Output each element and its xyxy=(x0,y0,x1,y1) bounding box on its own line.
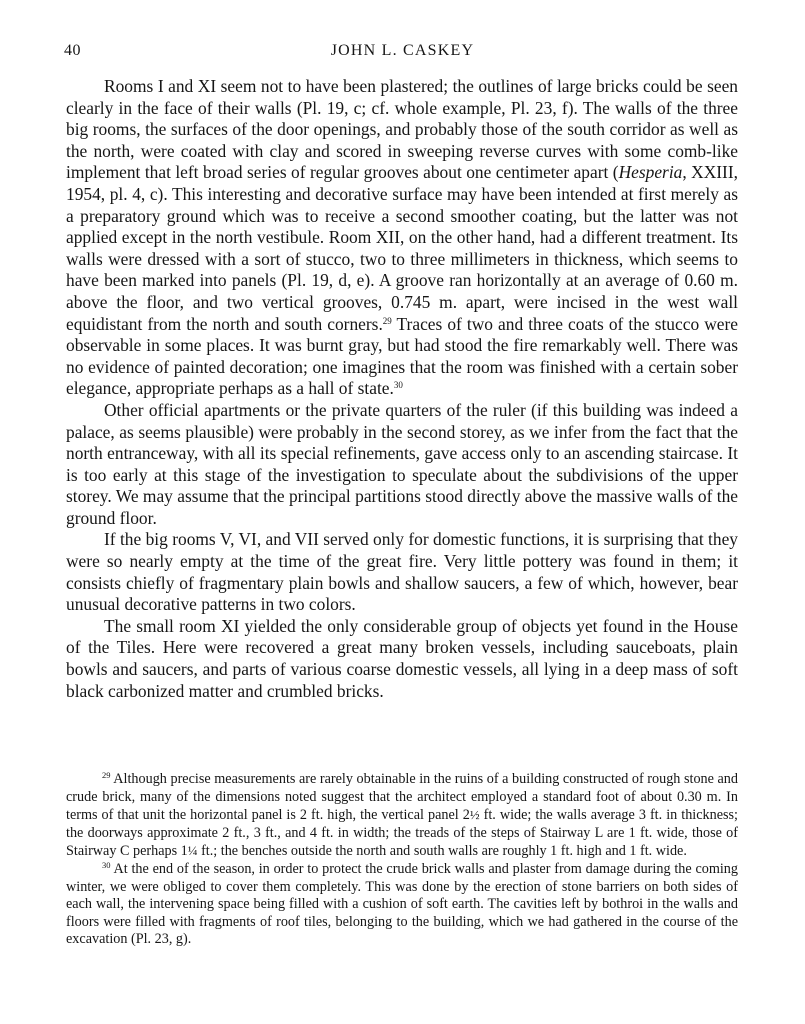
text-segment: ft.; the benches outside the north and south walls are roughly 1 ft. high and 1 ft. wide. xyxy=(197,843,687,860)
journal-title: Hesperia xyxy=(618,162,683,183)
page-header xyxy=(64,42,741,64)
running-head: JOHN L. CASKEY xyxy=(330,42,475,59)
paragraph-big-rooms: If the big rooms V, VI, and VII served only for domestic functions, it is surprising that they were so nearly empty at the time of the great fire. Very little pottery was found in them; it consists chiefly of fragmentary plain bowls and shallow saucers, a few of which, however, bear unusual decorative patterns in two colors. xyxy=(66,529,738,615)
text-segment: , XXIII, 1954, pl. 4, c). This interesting and decorative surface may have been intended at first merely as a preparatory ground which was to receive a second smoother coating, but the latter was not applied except in the north vestibule. Room XII, on the other hand, had a different treatment. Its walls were dressed with a sort of stucco, two to three millimeters in thickness, which seems to have been marked into panels (Pl. 19, d, e). A groove ran horizontally at an average of 0.60 m. above the floor, and two vertical grooves, 0.745 m. apart, were incised in the west wall equidistant from the north and south corners. xyxy=(66,162,738,334)
page-number: 40 xyxy=(64,42,81,59)
main-text xyxy=(66,76,738,702)
footnote-29 xyxy=(66,771,738,861)
paragraph-room-xi: The small room XI yielded the only considerable group of objects yet found in the House of the Tiles. Here were recovered a great many broken vessels, including sauceboats, plain bowls and saucers, and parts of various coarse domestic vessels, all lying in a deep mass of soft black carbonized matter and crumbled bricks. xyxy=(66,615,738,701)
paragraph-plaster-treatment xyxy=(66,76,738,400)
footnotes xyxy=(66,771,738,949)
footnote-marker: 30 xyxy=(102,859,111,870)
footnote-marker: 29 xyxy=(102,770,111,780)
footnote-reference: 29 xyxy=(382,315,392,326)
text-segment: ft. wide; the walls average 3 ft. in thickness; the doorways approximate 2 ft., 3 ft., and 4 ft. in width; the treads of the steps of Stairway L are 1 ft. wide, those of Stairway C perhaps 1 xyxy=(66,807,738,860)
text-segment: At the end of the season, in order to protect the crude brick walls and plaster from damage during the coming winter, we were obliged to cover them completely. This was done by the erection of stone barriers on both sides of each wall, the intervening space being filled with a cushion of soft earth. The cavities left by bothroi in the walls and floors were filled with fragments of roof tiles, belonging to the building, which we had gathered in the course of the excavation (Pl. 23, g). xyxy=(66,860,738,948)
text-segment: Although precise measurements are rarely obtainable in the ruins of a building constructed of rough stone and crude brick, many of the dimensions noted suggest that the architect employed a standard foot of about 0.30 m. In terms of that unit the horizontal panel is 2 ft. high, the vertical panel 2 xyxy=(66,771,738,824)
footnote-30 xyxy=(66,861,738,949)
paragraph-upper-storey: Other official apartments or the private quarters of the ruler (if this building was indeed a palace, as seems plausible) were probably in the second storey, as we infer from the fact that the north entranceway, with all its special refinements, gave access only to an ascending staircase. It is too early at this stage of the investigation to speculate about the subdivisions of the upper storey. We may assume that the principal partitions stood directly above the massive walls of the ground floor. xyxy=(66,399,738,528)
text-segment: Rooms I and XI seem not to have been plastered; the outlines of large bricks could be seen clearly in the face of their walls (Pl. 19, c; cf. whole example, Pl. 23, f). The walls of the three big rooms, the surfaces of the door openings, and probably those of the south corridor as well as the north, were coated with clay and scored in sweeping reverse curves with some comb-like implement that left broad series of regular grooves about one centimeter apart ( xyxy=(66,76,738,183)
text-segment: Traces of two and three coats of the stucco were observable in some places. It was burnt gray, but had stood the fire remarkably well. There was no evidence of painted decoration; one imagines that the room was finished with a certain sober elegance, appropriate perhaps as a hall of state. xyxy=(66,313,738,399)
fraction: ¼ xyxy=(187,843,198,859)
footnote-reference: 30 xyxy=(393,380,403,391)
fraction: ½ xyxy=(469,807,480,823)
